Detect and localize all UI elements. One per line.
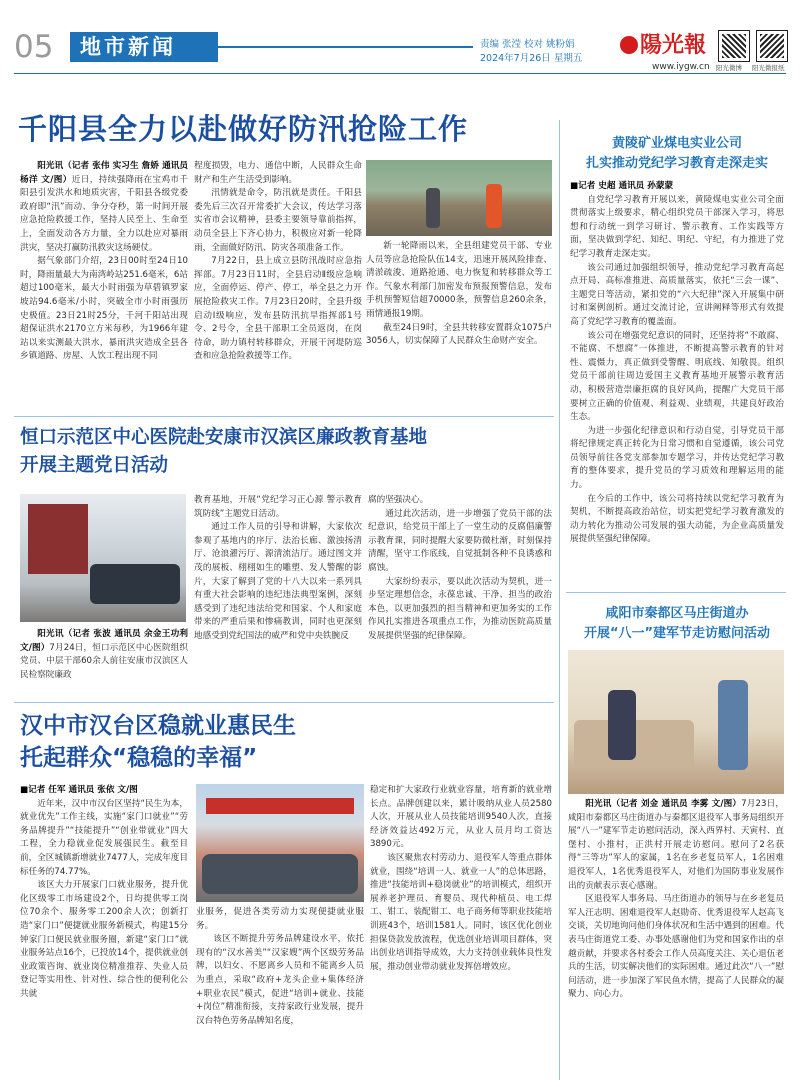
article5-photo [196,784,364,902]
article3-title-line2: 开展主题党日活动 [20,455,169,476]
visitor-group [90,564,180,604]
qr1-label: 阳光微博 [716,64,742,72]
article5-col1: ■记者 任军 通讯员 张依 文/图 近年来，汉中市汉台区坚持“民生为本，就业优先”工作主线，实施“家门口就业”“劳务品牌提升”“技能提升”“创业带就业”四大工程，全力稳就业促发展强民生。截至目前，全区城镇新增就业7477人，完成年度目标任务的74.77%。 该区大力开展家门口就业服务，提升优化区级零工市场建设2个，日均提供零工岗位70余个、服务零工200余人次；创新打造“家门口”便捷就业服务新模式，构建15分钟家门口便民就业服务圈，新建“家门口”就业服务站点16个，已投放14个，提供就业创业政策咨询、就业岗位精准推荐、失业人员登记等实用性、针对性、综合性的便利化公共就 [20,785,188,999]
section-divider-right [566,592,786,593]
article3-title-line1: 恒口示范区中心医院赴安康市汉滨区廉政教育基地 [20,427,428,448]
article3-byline: 阳光讯（记者 张波 通讯员 余金王功利 文/图） [20,629,188,653]
article4-byline: 阳光讯（记者 刘金 通讯员 李雾 文/图） [585,799,742,809]
article2-body: ■记者 史超 通讯员 孙蒙蒙 自党纪学习教育开展以来，黄陵煤电实业公司全面贯彻落实上级要求，精心组织党员干部深入学习，将思想和行动统一到学习研讨、警示教育、工作实践等方面，坚决做到学纪、知纪、明纪、守纪，有力推进了党纪学习教育走深走实。 该公司通过加强组织领导，推动党纪学习教育高起点开局、高标准推进、高质量落实，依托“三会一课”、主题党日等活动，紧扣党的“六大纪律”深入开展集中研讨和案例剖析。通过交流讨论，宣讲阐释等形式有效提高了党纪学习教育的覆盖面。 该公司在增强党纪意识的同时，还坚持将“不敢腐、不能腐、不想腐”一体推进，不断提高警示教育的针对性、震慑力，真正做到受警醒、明底线、知敬畏。组织党员干部前往周边爱国主义教育基地开展警示教育活动，积极营造崇廉拒腐的良好风尚，提醒广大党员干部要树立正确的价值观、利益观、业绩观，共建良好政治生态。 为进一步强化纪律意识和行动自觉，引导党员干部将纪律规定真正转化为日常习惯和自觉遵循，该公司党员领导前往各党支部参加专题学习，并传达党纪学习教育的整体要求，提升党员的学习质效和理解运用的能力。 在今后的工作中，该公司将持续以党纪学习教育为契机，不断提高政治站位，切实把党纪学习教育激发的动力转化为推动公司发展的强大动能，为企业高质量发展提供坚强纪律保障。 [570,181,784,545]
article2-title-line2: 扎实推动党纪学习教育走深走实 [585,156,768,171]
article4-photo [568,650,784,794]
article1-col2: 程度损毁，电力、通信中断，人民群众生命财产和生产生活受到影响。 汛情就是命令，防汛就是责任。千阳县委先后三次召开常委扩大会议，传达学习落实省市会议精神，县委主要领导靠前指挥，动员全县上下齐心协力，积极应对新一轮降雨，全面做好防汛、防灾各项准备工作。 7月22日，县上成立县防汛战时应急指挥部。7月23日11时，全县启动Ⅱ级应急响应，全面停运、停产、停工，举全县之力开展抢险救灾工作。7月23日20时，全县升级启动Ⅰ级响应，发布县防汛抗旱指挥部1号令、2号令，全县干部职工全员返岗，在岗待命，助力镇村转移群众，开展干河堤防巡查和应急抢险救援等工作。 [194,161,362,362]
article2-title-line1: 黄陵矿业煤电实业公司 [611,136,742,151]
qr-weibo [718,30,750,62]
article1-photo [366,160,552,236]
exhibit-wall [28,504,88,574]
rescuer-figure [426,188,440,228]
person-figure [718,680,748,770]
issue-date: 2024年7月26日 星期五 [480,53,583,64]
article5-title-line1: 汉中市汉台区稳就业惠民生 [20,713,296,739]
article3-photo [20,494,186,622]
article4-title-line1: 咸阳市秦都区马庄街道办 [605,606,749,621]
editors-line: 责编 张滢 校对 姚粉娟 [480,39,575,50]
qr2-label: 阳光微报纸 [752,64,785,72]
section-divider [14,416,554,417]
person-figure [608,690,636,760]
article5-col2: 业服务，促进各类劳动力实现便捷就业服务。 该区不断提升劳务品牌建设水平，依托现有的“汉水善美”“汉家嫂”两个区级劳务品牌，以妇女、不愿离乡人员和不能离乡人员为重点，采取“政府+龙头企业+集体经济+职业农民”模式，促进“培训+就业、技能+岗位”精准衔接，支持家政行业发展，提升汉台特色劳务品牌知名度， [196,907,364,1026]
article5-byline: ■记者 任军 通讯员 张依 文/图 [20,785,138,795]
article4-body: 阳光讯（记者 刘金 通讯员 李雾 文/图）7月23日，咸阳市秦都区马庄街道办与秦都区退役军人事务局组织开展“八一”建军节走访慰问活动，深入西界村、天寅村、直堡村、小推村，正洪村开展走访慰问。慰问了2名获得“三等功”军人的家属，1名在乡老复员军人，1名困难退役军人，1名优秀退役军人，对他们为国防事业发展作出的贡献表示衷心感谢。 区退役军人事务局、马庄街道办的领导与在乡老复员军人汪志明、困难退役军人赵勋奇、优秀退役军人赵高飞交谈，关切地询问他们身体状况和生活中遇到的困难。代表马庄街道党工委、办事处感谢他们为党和国家作出的卓越贡献，并要求各村委会工作人员高度关注、关心退伍老兵的生活，切实解决他们的实际困难。通过此次“八一”慰问活动，进一步加深了军民鱼水情，提高了人民群众的凝聚力、向心力。 [568,799,784,1000]
column-divider [559,120,560,1080]
paper-name: 陽光報 [640,32,707,58]
article1-col1: 阳光讯（记者 张伟 实习生 詹娇 通讯员 杨洋 文/图）近日，持续强降雨在宝鸡市千阳县引发洪水和地质灾害，千阳县各级党委政府即“汛”而动、争分夺秒，第一时间开展应急抢险救援工作，坚持人民至上、生命至上，全面发动各方力量，全力以赴应对暴雨洪灾，坚决打赢防汛救灾这场硬仗。 据气象部门介绍，23日00时至24日10时，降雨量最大为南湾岭站251.6毫米，6站超过100毫米，最大小时雨强为草碧镇罗家坡站94.6毫米/小时，突破全市小时雨强历史极值。23日21时25分，千河千阳站出现超保证洪水2170立方米每秒，为1966年建站以来实测最大洪水，暴雨洪灾造成全县各乡镇道路、房屋、人饮工程出现不同 [20,161,188,362]
article3-col1: 阳光讯（记者 张波 通讯员 余金王功利 文/图）7月24日，恒口示范区中心医院组织党员、中层干部60余人前往安康市汉滨区人民检察院廉政 [20,629,188,680]
page-number: 05 [14,29,54,65]
section-title: 地市新闻 [70,32,218,62]
article3-col2: 教育基地，开展“党纪学习正心源 警示教育筑防线”主题党日活动。 通过工作人员的引导和讲解，大家依次参观了基地内的序厅、法治长廊、激浊扬清厅、沧浪濯污厅、源清流洁厅。通过图文并茂的展板、栩栩如生的雕塑、发人警醒的影片，大家了解到了党的十八大以来一系列具有重大社会影响的违纪违法典型案例，深刻感受到了违纪违法给党和国家、个人和家庭带来的严重后果和惨痛教训，同时也更深刻地感受到党纪国法的威严和党中央铁腕反 [194,495,362,641]
header-bottom-rule [14,73,786,74]
website-url: www.iygw.cn [652,62,710,72]
rescuer-figure [486,184,502,228]
article1-title: 千阳县全力以赴做好防汛抢险工作 [18,112,469,146]
article5-title-line2: 托起群众“稳稳的幸福” [20,745,258,771]
article4-title-line2: 开展“八一”建军节走访慰问活动 [583,626,771,641]
article5-col3: 稳定和扩大家政行业就业容量，培育新的就业增长点。品牌创建以来，累计吸纳从业人员2580人次，开展从业人员技能培训9540人次，直接经济效益达492万元，从业人员月均工资达3890元。 该区聚焦农村劳动力、退役军人等重点群体就业，围绕“培训一人、就业一人”的总体思路，推进“技能培训+稳岗就业”的培训模式，组织开展养老护理员、育婴员、现代种植员、电工焊工、钳工、装配钳工、电子商务师等职业技能培训班43个，培训1581人。同时，该区优化创业担保贷款发放流程，优选创业培训项目群体，突出创业培训指导成效，大力支持创业载体良性发展，推动创业带动就业发挥倍增效应。 [370,785,552,972]
article1-byline: 阳光讯（记者 张伟 实习生 詹娇 通讯员 杨洋 文/图） [20,161,188,185]
article2-byline: ■记者 史超 通讯员 孙蒙蒙 [570,181,674,191]
masthead-logo [620,30,710,64]
sun-emblem-icon [620,36,638,54]
article1-col3: 新一轮降雨以来，全县组建党员干部、专业人员等应急抢险队伍14支，迅速开展风险排查、清淤疏浚、道路抢通、电力恢复和转移群众等工作。气象水利部门加密发布预报预警信息，发布手机预警短信超70000条，预警信息260余条，雨情通报19期。 截至24日9时，全县共转移安置群众1075户3056人，切实保障了人民群众生命财产安全。 [366,241,552,347]
crowd [202,854,358,894]
section-divider [14,702,554,703]
qr-epaper [756,30,788,62]
header-rule [218,46,473,48]
banner [206,798,354,814]
article3-col3: 腐的坚强决心。 通过此次活动，进一步增强了党员干部的法纪意识，给党员干部上了一堂生动的反腐倡廉警示教育课，同时提醒大家要防微杜渐，时刻保持清醒，坚守工作底线，自觉抵制各种不良诱惑和腐蚀。 大家纷纷表示，要以此次活动为契机，进一步坚定理想信念，永葆忠诚、干净、担当的政治本色，以更加强烈的担当精神和更加务实的工作作风扎实推进各项重点工作，为推动医院高质量发展提供坚强的纪律保障。 [368,495,552,641]
